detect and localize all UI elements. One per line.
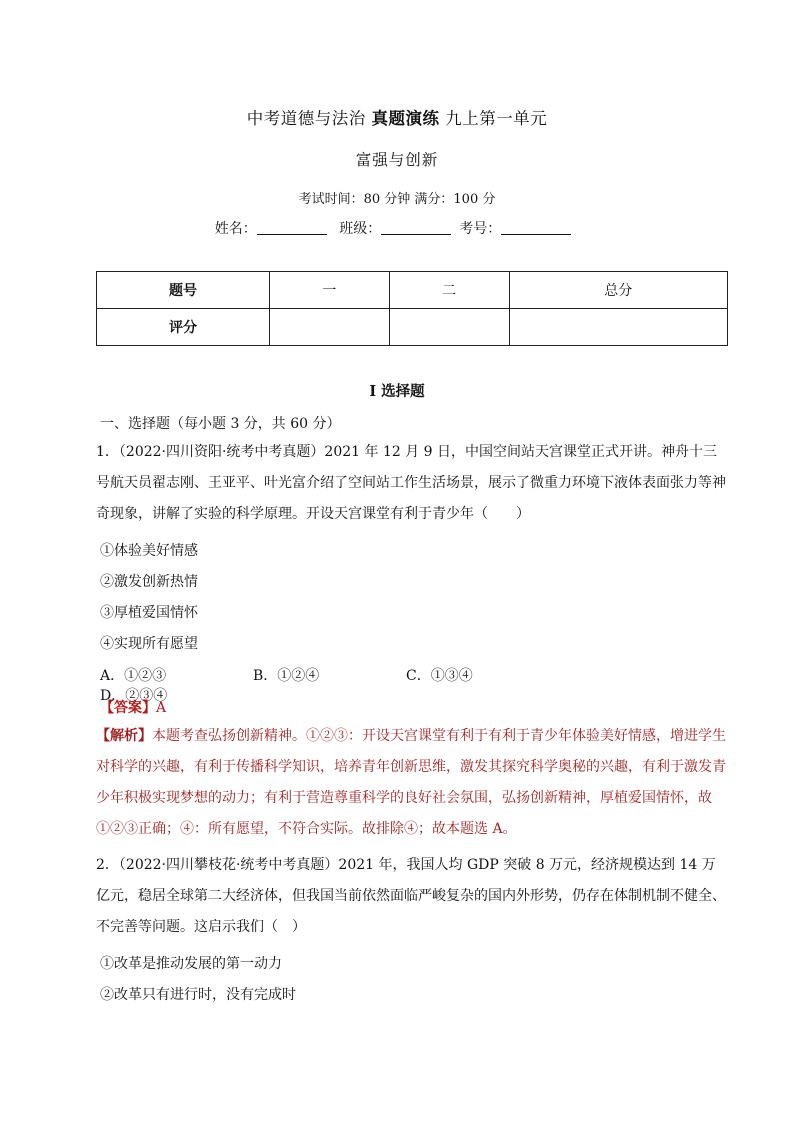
q1-option-3: ③厚植爱国情怀	[100, 605, 198, 621]
title-bold: 真题演练	[371, 109, 440, 128]
question-1-text: 1．（2022·四川资阳·统考中考真题）2021 年 12 月 9 日，中国空间站天宫课堂正式开讲。神舟十三号航天员翟志刚、王亚平、叶光富介绍了空间站工作生活场景，展示了微重力环境下液体表面张力等神奇现象，讲解了实验的科学原理。开设天宫课堂有利于青少年（ ）	[96, 444, 726, 522]
q1-option-1: ①体验美好情感	[100, 543, 198, 559]
table-cell: 总分	[509, 272, 727, 309]
class-field[interactable]	[381, 220, 451, 235]
choice-a: A．①②③	[100, 668, 167, 684]
q2-option-1: ①改革是推动发展的第一动力	[100, 956, 282, 972]
table-row	[97, 309, 728, 346]
q1-analysis	[96, 721, 726, 845]
question-2-text: 2．（2022·四川攀枝花·统考中考真题）2021 年，我国人均 GDP 突破 8 万元，经济规模达到 14 万亿元，稳居全球第二大经济体，但我国当前依然面临严峻复杂的国内外形势，仍存在体制机制不健全、不完善等问题。这启示我们（ ）	[96, 857, 726, 935]
table-cell: 一	[270, 272, 390, 309]
q1-choices	[100, 665, 700, 705]
id-field[interactable]	[501, 220, 571, 235]
score-table	[96, 271, 728, 346]
question-type-label: 一、选择题（每小题 3 分，共 60 分）	[100, 416, 341, 432]
analysis-tag: 【解析】	[96, 728, 152, 744]
table-cell: 题号	[97, 272, 270, 309]
score-cell[interactable]	[270, 309, 390, 346]
score-cell[interactable]	[389, 309, 509, 346]
student-info	[0, 218, 794, 238]
id-label: 考号：	[459, 221, 502, 237]
choice-c: C．①③④	[406, 668, 473, 684]
choice-d: D．②③④	[100, 688, 168, 704]
page-title	[0, 105, 794, 129]
table-row	[97, 272, 728, 309]
page-subtitle: 富强与创新	[355, 151, 439, 169]
score-cell[interactable]	[509, 309, 727, 346]
q1-answer	[100, 697, 166, 717]
exam-info: 考试时间：80 分钟 满分：100 分	[298, 192, 496, 207]
name-field[interactable]	[257, 220, 327, 235]
q2-option-2: ②改革只有进行时，没有完成时	[100, 987, 296, 1003]
answer-value: A	[156, 700, 167, 716]
title-prefix: 中考道德与法治	[246, 109, 366, 128]
section-title: I 选择题	[369, 383, 425, 400]
title-suffix: 九上第一单元	[445, 109, 548, 128]
q1-option-2: ②激发创新热情	[100, 574, 198, 590]
name-label: 姓名：	[214, 221, 257, 237]
class-label: 班级：	[339, 221, 382, 237]
table-cell: 二	[389, 272, 509, 309]
analysis-text: 本题考查弘扬创新精神。①②③：开设天宫课堂有利于有利于青少年体验美好情感，增进学生对科学的兴趣，有利于传播科学知识，培养青年创新思维，激发其探究科学奥秘的兴趣，有利于激发青少年积极实现梦想的动力；有利于营造尊重科学的良好社会氛围，弘扬创新精神，厚植爱国情怀，故①②③正确；④：所有愿望，不符合实际。故排除④；故本题选 A。	[96, 728, 726, 837]
q1-option-4: ④实现所有愿望	[100, 636, 198, 652]
answer-tag: 【答案】	[100, 700, 156, 716]
choice-b: B．①②④	[253, 668, 320, 684]
table-cell: 评分	[97, 309, 270, 346]
